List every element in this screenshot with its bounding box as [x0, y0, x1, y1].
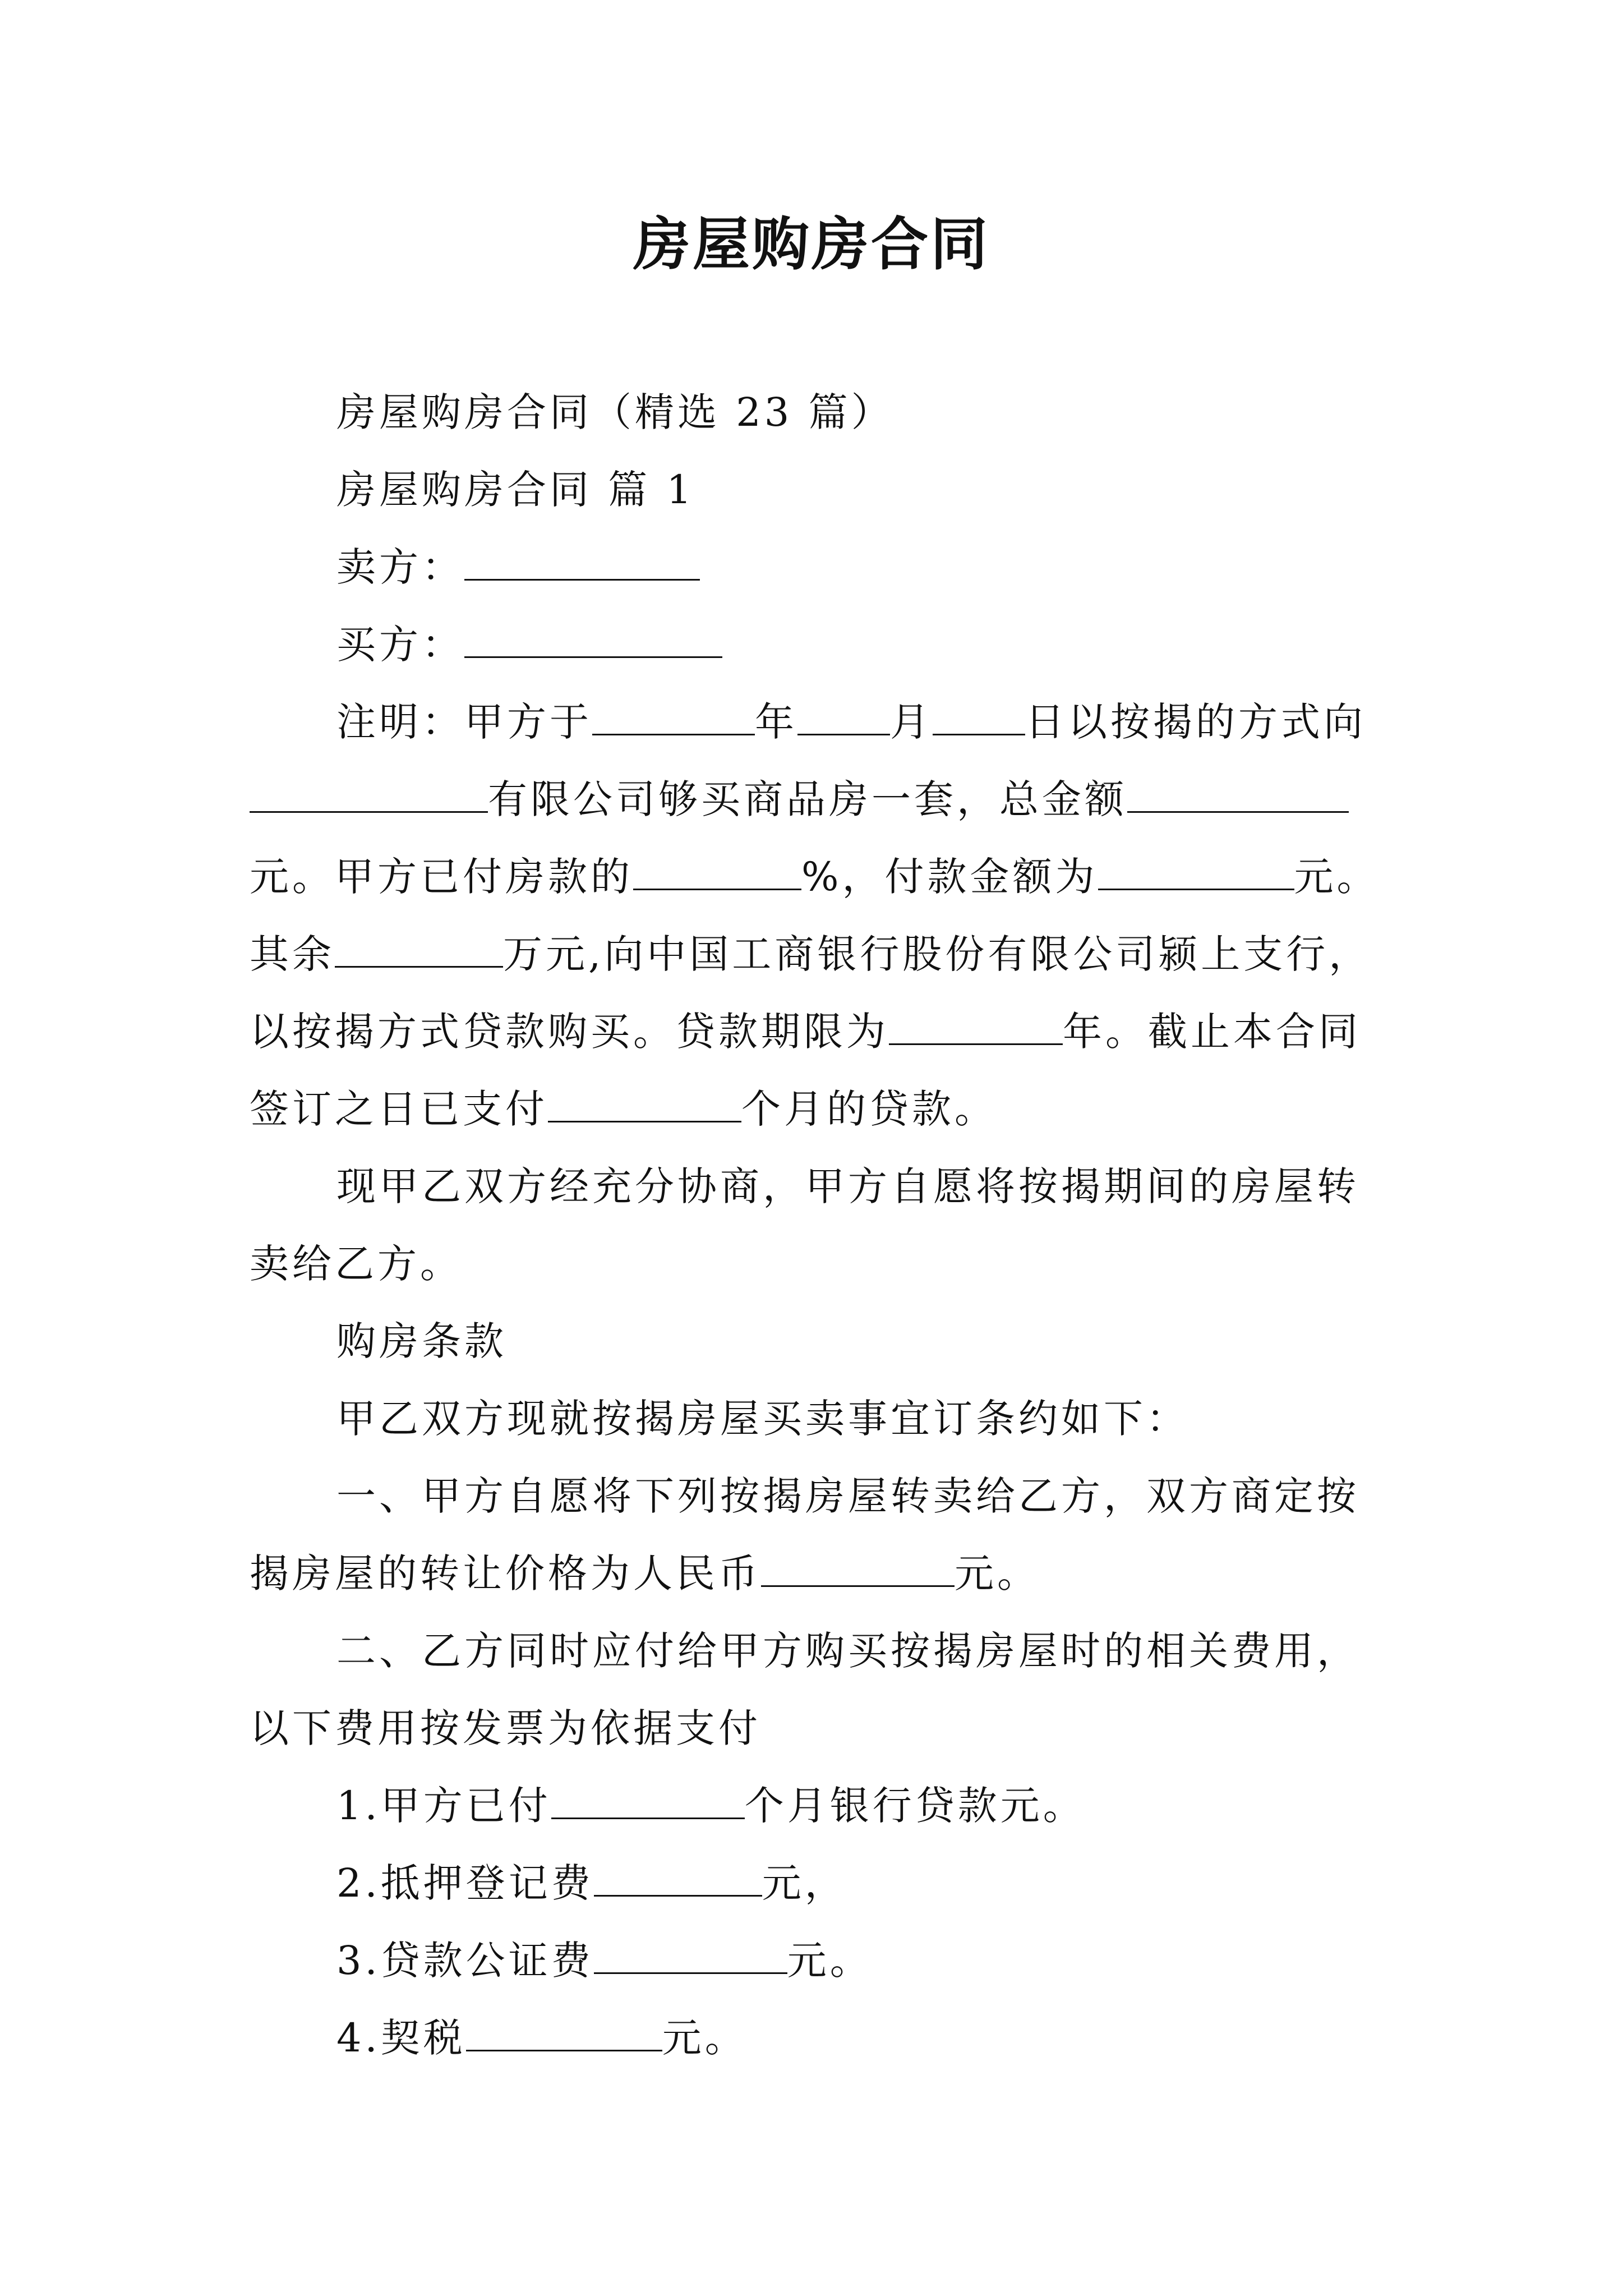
subtitle-line: 房屋购房合同（精选 23 篇） [336, 389, 894, 435]
months-paid-blank[interactable] [548, 1086, 741, 1122]
loan-term-blank[interactable] [889, 1009, 1063, 1045]
fee-item: 1.甲方已付 个月银行贷款元。 [336, 1783, 1086, 1829]
paragraph-line: 元。甲方已付房款的 %，付款金额为 元。 [250, 854, 1380, 900]
section-heading: 购房条款 [336, 1318, 507, 1364]
day-blank[interactable] [933, 699, 1025, 735]
paragraph-line: 以按揭方式贷款购买。贷款期限为 年。截止本合同 [250, 1009, 1361, 1055]
month-blank[interactable] [797, 699, 890, 735]
section-heading: 房屋购房合同 篇 1 [336, 467, 695, 513]
document-title: 房屋购房合同 [633, 211, 990, 278]
clause-line: 以下费用按发票为依据支付 [250, 1705, 761, 1751]
clause-line: 二、乙方同时应付给甲方购买按揭房屋时的相关费用， [336, 1628, 1359, 1674]
year-blank[interactable] [592, 699, 755, 735]
paragraph-line: 现甲乙双方经充分协商，甲方自愿将按揭期间的房屋转 [336, 1163, 1359, 1209]
buyer-line: 买方： [336, 619, 1402, 670]
paragraph-line: 签订之日已支付 个月的贷款。 [250, 1086, 997, 1132]
fee-item: 4.契税 元。 [336, 2015, 748, 2061]
deed-tax-blank[interactable] [466, 2015, 662, 2051]
paid-amount-blank[interactable] [1098, 854, 1294, 890]
fee-item: 2.抵押登记费 元， [336, 1860, 847, 1906]
total-amount-blank[interactable] [1127, 776, 1349, 813]
company-blank[interactable] [250, 776, 488, 813]
fee-months-blank[interactable] [551, 1783, 745, 1819]
buyer-blank[interactable] [464, 622, 722, 658]
remaining-blank[interactable] [335, 931, 503, 968]
price-blank[interactable] [761, 1550, 955, 1587]
seller-line: 卖方： [336, 542, 1402, 592]
clause-line: 揭房屋的转让价格为人民币 元。 [250, 1550, 1040, 1596]
notary-fee-blank[interactable] [594, 1938, 787, 1974]
mortgage-fee-blank[interactable] [594, 1860, 762, 1897]
clause-line: 一、甲方自愿将下列按揭房屋转卖给乙方，双方商定按 [336, 1473, 1359, 1519]
paragraph-line: 卖给乙方。 [250, 1241, 463, 1287]
paragraph-line: 甲乙双方现就按揭房屋买卖事宜订条约如下： [336, 1396, 1189, 1442]
paragraph-line: 注明：甲方于 年 月 日以按揭的方式向 [336, 699, 1366, 745]
percent-blank[interactable] [633, 854, 801, 890]
paragraph-line: 有限公司够买商品房一套，总金额 [250, 774, 1388, 825]
fee-item: 3.贷款公证费 元。 [336, 1938, 873, 1984]
seller-blank[interactable] [464, 544, 700, 581]
paragraph-line: 其余 万元,向中国工商银行股份有限公司颍上支行， [250, 931, 1372, 977]
